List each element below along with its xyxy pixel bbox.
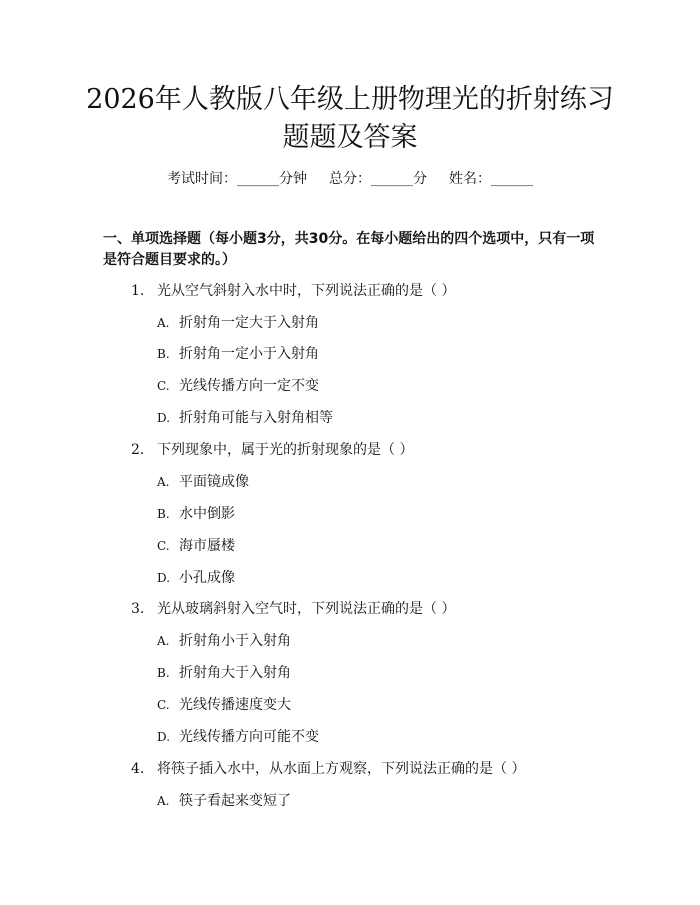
question-3 — [131, 599, 455, 619]
option-text: 折射角可能与入射角相等 — [179, 410, 333, 426]
option-text: 光线传播速度变大 — [179, 697, 291, 713]
option-letter: C. — [157, 379, 170, 393]
exam-time-field: 考试时间：______分钟 — [167, 171, 307, 187]
question-1-option-d — [157, 408, 333, 428]
question-1-option-b — [157, 344, 319, 364]
question-number: 2. — [131, 442, 145, 458]
option-text: 折射角一定小于入射角 — [179, 346, 319, 362]
total-score-field: 总分：______分 — [329, 171, 427, 187]
option-text: 水中倒影 — [179, 506, 235, 522]
question-number: 4. — [131, 761, 145, 777]
option-letter: C. — [157, 539, 170, 553]
option-letter: C. — [157, 698, 170, 712]
student-name-field: 姓名：______ — [449, 171, 533, 187]
option-text: 折射角小于入射角 — [179, 633, 291, 649]
question-4 — [131, 759, 525, 779]
question-2 — [131, 440, 413, 460]
option-text: 折射角大于入射角 — [179, 665, 291, 681]
section-heading-continued: 是符合题目要求的。） — [103, 252, 236, 268]
question-text: 下列现象中，属于光的折射现象的是（ ） — [157, 442, 414, 458]
page-title: 2026年人教版八年级上册物理光的折射练习 — [86, 84, 614, 115]
question-2-option-b — [157, 504, 235, 524]
question-4-option-a — [157, 791, 291, 811]
question-text: 光从空气斜射入水中时，下列说法正确的是（ ） — [157, 283, 456, 299]
option-letter: D. — [157, 730, 171, 744]
option-letter: D. — [157, 411, 171, 425]
question-number: 3. — [131, 601, 145, 617]
option-letter: D. — [157, 571, 171, 585]
option-text: 平面镜成像 — [179, 474, 249, 490]
exam-info-line — [0, 168, 700, 190]
question-1-option-c — [157, 376, 319, 396]
option-text: 折射角一定大于入射角 — [179, 315, 319, 331]
question-number: 1. — [131, 283, 145, 299]
question-2-option-c — [157, 536, 235, 556]
option-letter: B. — [157, 666, 170, 680]
page-title-continued: 题题及答案 — [282, 122, 418, 153]
question-2-option-d — [157, 568, 235, 588]
question-3-option-b — [157, 663, 291, 683]
question-1-option-a — [157, 313, 319, 333]
option-letter: A. — [157, 475, 170, 489]
question-1 — [131, 281, 455, 301]
option-letter: A. — [157, 316, 170, 330]
option-text: 筷子看起来变短了 — [179, 793, 291, 809]
option-text: 光线传播方向一定不变 — [179, 378, 319, 394]
question-3-option-d — [157, 727, 319, 747]
option-letter: A. — [157, 634, 170, 648]
option-letter: A. — [157, 794, 170, 808]
question-3-option-c — [157, 695, 291, 715]
question-text: 光从玻璃斜射入空气时，下列说法正确的是（ ） — [157, 601, 456, 617]
option-text: 光线传播方向可能不变 — [179, 729, 319, 745]
question-text: 将筷子插入水中，从水面上方观察，下列说法正确的是（ ） — [157, 761, 526, 777]
option-text: 海市蜃楼 — [179, 538, 235, 554]
option-text: 小孔成像 — [179, 570, 235, 586]
question-3-option-a — [157, 631, 291, 651]
question-2-option-a — [157, 472, 249, 492]
section-heading: 一、单项选择题（每小题3分，共30分。在每小题给出的四个选项中，只有一项 — [103, 231, 595, 247]
option-letter: B. — [157, 347, 170, 361]
option-letter: B. — [157, 507, 170, 521]
